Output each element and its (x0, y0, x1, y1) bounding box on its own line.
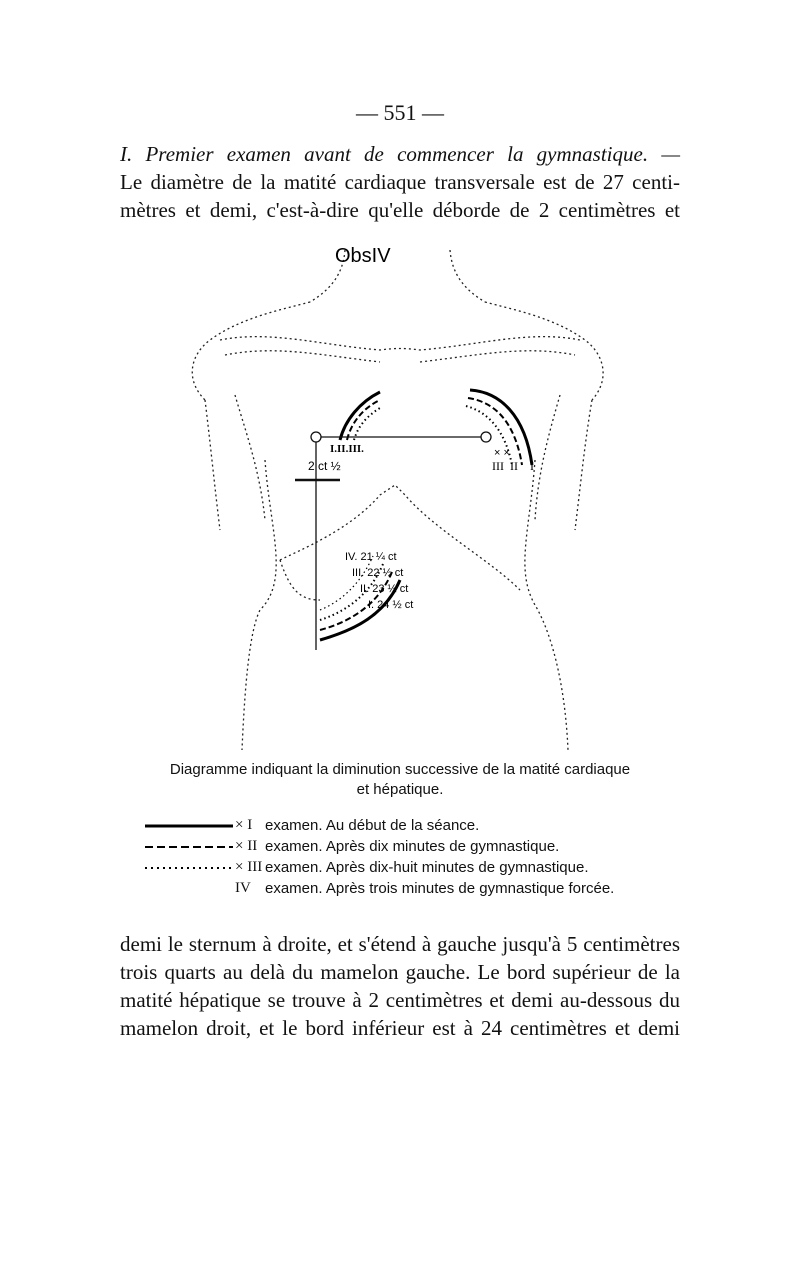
caption-line: Diagramme indiquant la diminution successive de la matité cardiaque (169, 761, 631, 778)
left-nipple (481, 432, 491, 442)
figure-title: ObsIV (335, 245, 391, 267)
liver-label: IV. 21 ¼ ct (345, 551, 397, 563)
dotted-line-symbol (145, 863, 235, 873)
figure-caption (120, 760, 680, 800)
liver-label: III. 22 ½ ct (352, 567, 404, 579)
roman-label: III (492, 459, 504, 473)
page-number: — 551 — (356, 100, 444, 125)
heart-right-border (340, 392, 380, 440)
text-line: Le diamètre de la matité cardiaque transversale est de 27 centi- (120, 170, 680, 194)
section-heading: I. Premier examen avant de commencer la gymnastique. — (120, 142, 680, 166)
legend-text: examen. Après dix minutes de gymnastique. (265, 838, 560, 855)
solid-line-symbol (145, 821, 235, 831)
legend-text: examen. Après dix-huit minutes de gymnastique. (265, 859, 589, 876)
thorax-diagram (180, 230, 640, 750)
legend-row (145, 857, 685, 878)
left-border-cross: × × (494, 447, 510, 459)
dashed-line-symbol (145, 842, 235, 852)
roman-label: I (530, 459, 534, 473)
top-paragraph (120, 140, 680, 224)
heart-label: I.II.III. (330, 443, 364, 455)
legend-text: examen. Après trois minutes de gymnastique forcée. (265, 880, 615, 897)
text-line: mamelon droit, et le bord inférieur est à 24 centimètres et demi (120, 1016, 680, 1040)
right-measure: 2 ct ½ (308, 459, 341, 473)
text-line: mètres et demi, c'est-à-dire qu'elle déborde de 2 centimètres et (120, 198, 680, 222)
legend-mark: × III (235, 859, 263, 875)
bottom-paragraph (120, 930, 680, 1042)
roman-label: II (510, 459, 518, 473)
legend-text: examen. Au début de la séance. (265, 817, 480, 834)
legend-row (145, 815, 685, 836)
legend-mark: IV (235, 880, 251, 896)
text-line: demi le sternum à droite, et s'étend à gauche jusqu'à 5 centimètres (120, 932, 680, 956)
liver-label: II. 23 ½ ct (360, 583, 409, 595)
text-line: trois quarts au delà du mamelon gauche. Le bord supérieur de la (120, 960, 680, 984)
text-line: matité hépatique se trouve à 2 centimètres et demi au-dessous du (120, 988, 680, 1012)
caption-line: et hépatique. (356, 781, 444, 798)
legend-row (145, 836, 685, 857)
liver-label: I. 24 ½ ct (368, 599, 414, 611)
legend-row (145, 878, 685, 899)
legend (145, 815, 685, 899)
body-outline (192, 250, 603, 750)
legend-mark: × II (235, 838, 258, 854)
right-nipple (311, 432, 321, 442)
legend-mark: × I (235, 817, 253, 833)
